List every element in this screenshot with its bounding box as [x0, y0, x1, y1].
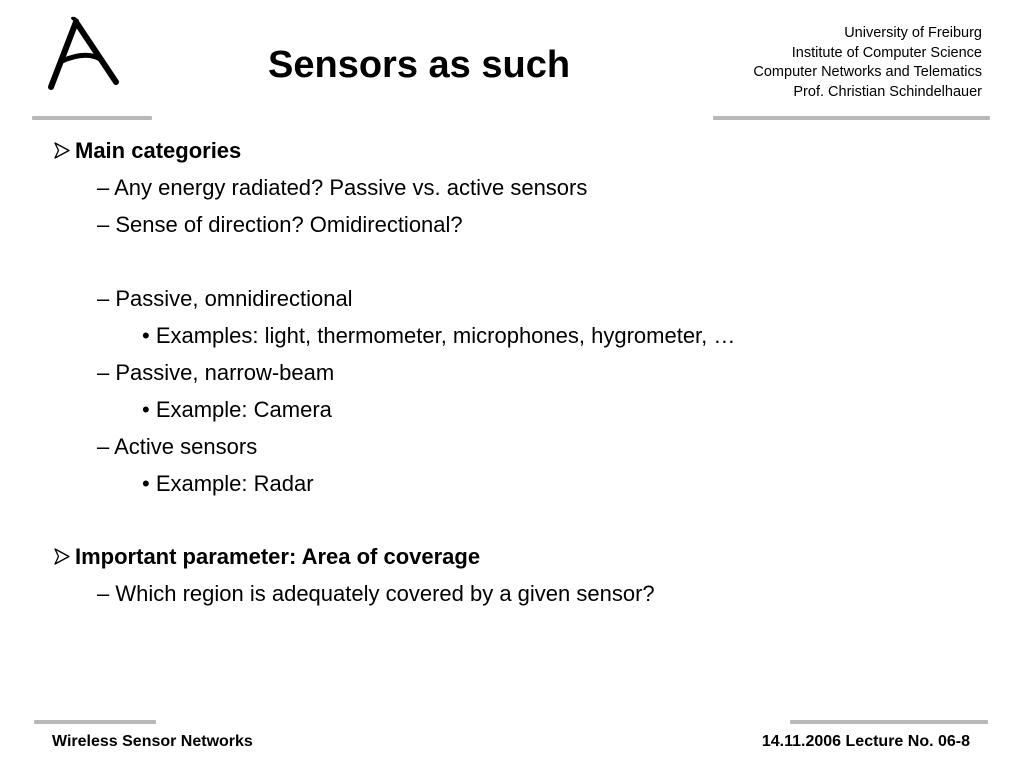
header-divider-right: [713, 116, 990, 120]
footer-lecture-info: 14.11.2006 Lecture No. 06-8: [761, 733, 970, 750]
list-item: – Which region is adequately covered by a given sensor?: [97, 581, 655, 606]
footer-divider-right: [790, 720, 988, 724]
section-heading: [54, 539, 480, 575]
footer-divider-left: [34, 720, 156, 724]
footer-course-title: Wireless Sensor Networks: [52, 733, 253, 750]
institution-line: University of Freiburg: [844, 25, 982, 41]
list-item: – Sense of direction? Omidirectional?: [97, 212, 463, 237]
list-item: – Any energy radiated? Passive vs. active sensors: [97, 175, 588, 200]
institution-line: Institute of Computer Science: [791, 44, 982, 61]
arrow-bullet-icon: [54, 133, 75, 169]
list-item: • Examples: light, thermometer, microphones, hygrometer, …: [142, 323, 736, 348]
section-heading-text: Main categories: [75, 138, 242, 163]
list-item: – Passive, omnidirectional: [97, 286, 353, 311]
header-divider-left: [32, 116, 152, 120]
institution-block: [753, 24, 982, 102]
list-item: • Example: Radar: [142, 471, 314, 496]
arrow-bullet-icon: [54, 539, 75, 575]
institution-line: Computer Networks and Telematics: [753, 64, 982, 80]
university-logo-icon: [42, 14, 122, 94]
section-heading-text: Important parameter: Area of coverage: [75, 544, 481, 569]
institution-line: Prof. Christian Schindelhauer: [793, 83, 982, 100]
list-item: – Passive, narrow-beam: [97, 360, 335, 385]
section-heading: [54, 133, 241, 169]
list-item: – Active sensors: [97, 434, 258, 459]
slide-title: Sensors as such: [268, 44, 571, 86]
list-item: • Example: Camera: [142, 397, 332, 422]
